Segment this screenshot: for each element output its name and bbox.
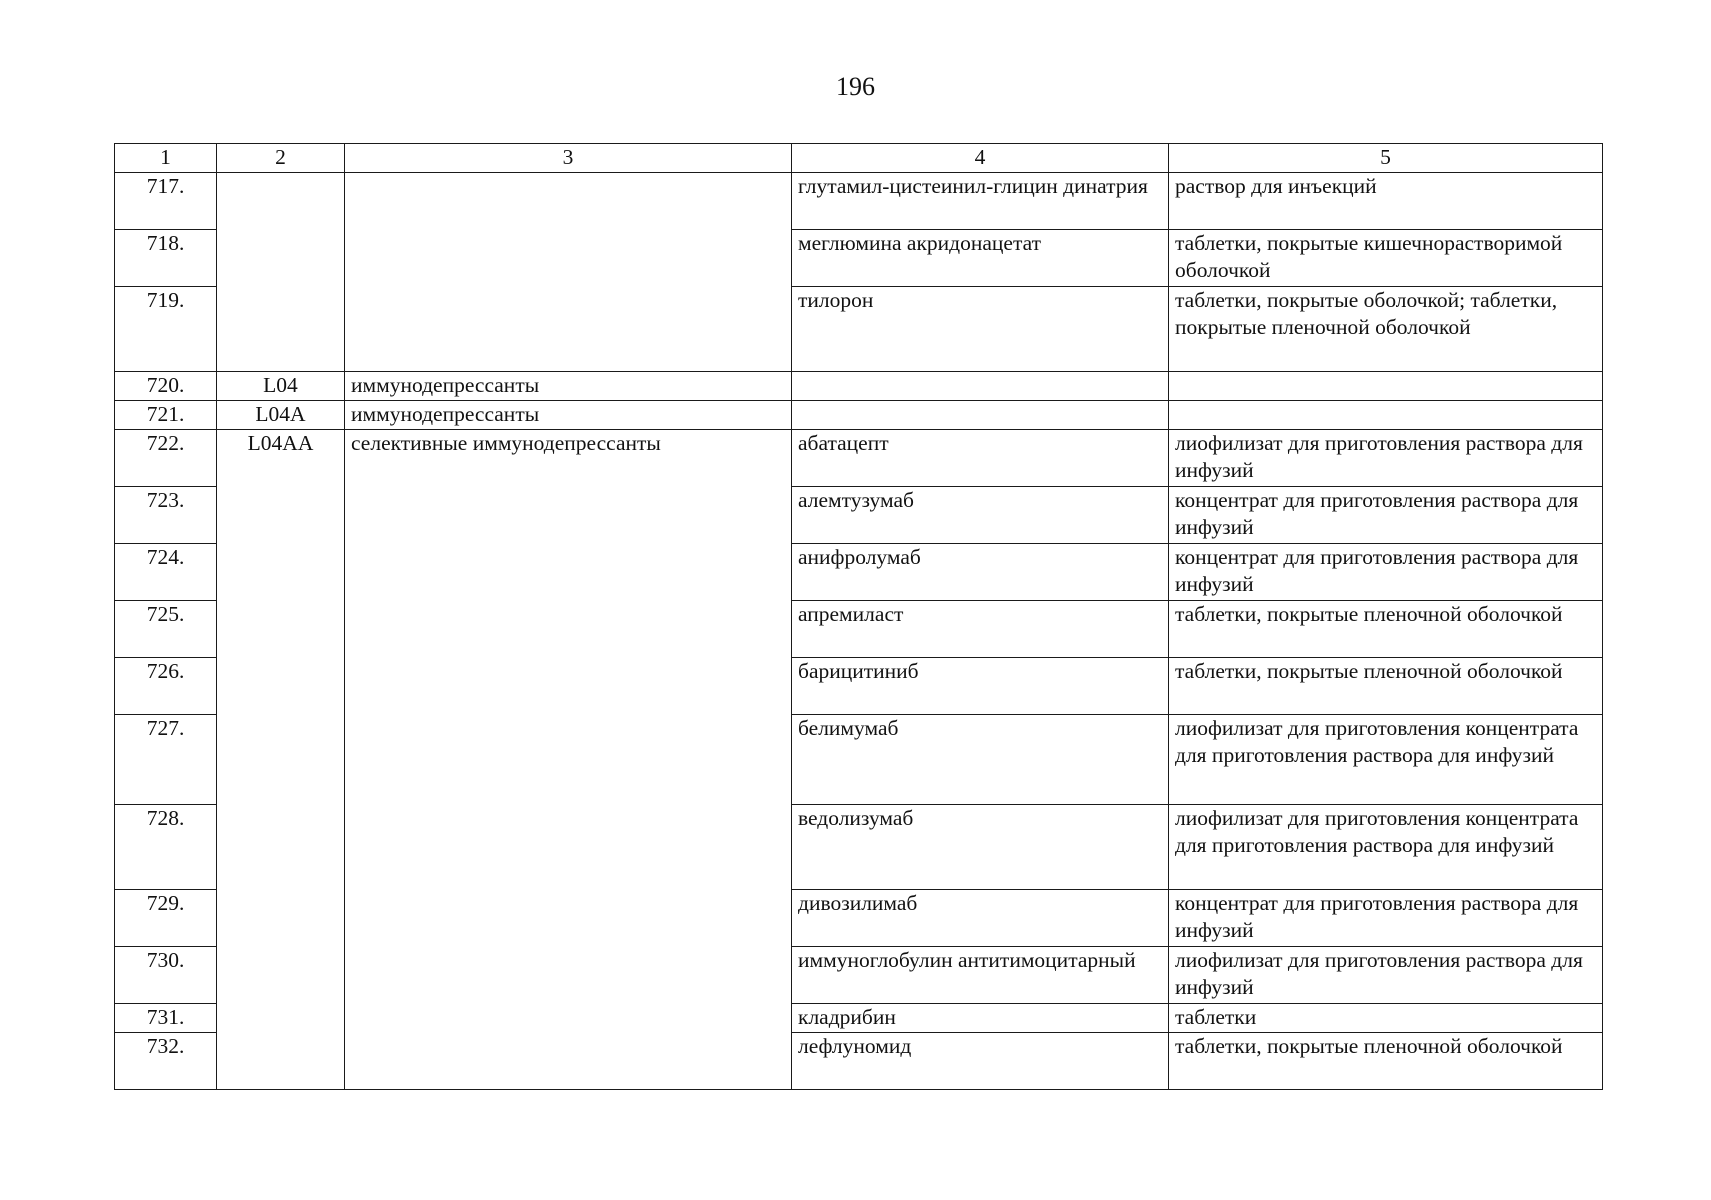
group-cell: иммунодепрессанты [345,371,792,400]
atc-code-cell: L04AA [217,429,345,1089]
column-header: 1 [115,144,217,173]
row-number: 731. [115,1003,217,1032]
dosage-form-cell: раствор для инъекций [1169,172,1603,229]
row-number: 721. [115,400,217,429]
dosage-form-cell [1169,371,1603,400]
drug-name-cell: барицитиниб [792,657,1169,714]
table-row [115,429,1603,486]
drug-name-cell: апремиласт [792,600,1169,657]
column-header: 4 [792,144,1169,173]
dosage-form-cell: лиофилизат для приготовления концентрата для приготовления раствора для инфузий [1169,714,1603,804]
group-cell: иммунодепрессанты [345,400,792,429]
group-cell: селективные иммунодепрессанты [345,429,792,1089]
dosage-form-cell: концентрат для приготовления раствора для инфузий [1169,486,1603,543]
row-number: 723. [115,486,217,543]
dosage-form-cell [1169,400,1603,429]
drug-name-cell: меглюмина акридонацетат [792,229,1169,286]
drug-name-cell: анифролумаб [792,543,1169,600]
row-number: 732. [115,1032,217,1089]
dosage-form-cell: таблетки, покрытые оболочкой; таблетки, покрытые пленочной оболочкой [1169,286,1603,371]
drug-name-cell: лефлуномид [792,1032,1169,1089]
row-number: 718. [115,229,217,286]
dosage-form-cell: таблетки [1169,1003,1603,1032]
row-number: 726. [115,657,217,714]
row-number: 727. [115,714,217,804]
dosage-form-cell: концентрат для приготовления раствора для инфузий [1169,889,1603,946]
column-header: 3 [345,144,792,173]
drug-name-cell: ведолизумаб [792,804,1169,889]
dosage-form-cell: таблетки, покрытые пленочной оболочкой [1169,600,1603,657]
drug-table [114,143,1603,1090]
dosage-form-cell: таблетки, покрытые пленочной оболочкой [1169,657,1603,714]
drug-name-cell [792,400,1169,429]
row-number: 728. [115,804,217,889]
row-number: 725. [115,600,217,657]
header-row [115,144,1603,173]
drug-name-cell: абатацепт [792,429,1169,486]
table-row [115,172,1603,229]
drug-name-cell [792,371,1169,400]
row-number: 730. [115,946,217,1003]
drug-name-cell: глутамил-цистеинил-глицин динатрия [792,172,1169,229]
row-number: 722. [115,429,217,486]
drug-name-cell: кладрибин [792,1003,1169,1032]
atc-code-cell: L04 [217,371,345,400]
dosage-form-cell: лиофилизат для приготовления раствора для инфузий [1169,946,1603,1003]
table-row [115,371,1603,400]
atc-code-cell: L04A [217,400,345,429]
row-number: 717. [115,172,217,229]
drug-name-cell: тилорон [792,286,1169,371]
table-row [115,400,1603,429]
drug-name-cell: дивозилимаб [792,889,1169,946]
dosage-form-cell: концентрат для приготовления раствора для инфузий [1169,543,1603,600]
column-header: 5 [1169,144,1603,173]
row-number: 719. [115,286,217,371]
drug-name-cell: иммуноглобулин антитимоцитарный [792,946,1169,1003]
row-number: 729. [115,889,217,946]
drug-name-cell: белимумаб [792,714,1169,804]
dosage-form-cell: таблетки, покрытые пленочной оболочкой [1169,1032,1603,1089]
drug-name-cell: алемтузумаб [792,486,1169,543]
dosage-form-cell: лиофилизат для приготовления концентрата для приготовления раствора для инфузий [1169,804,1603,889]
dosage-form-cell: лиофилизат для приготовления раствора для инфузий [1169,429,1603,486]
page-number: 196 [836,72,875,101]
row-number: 724. [115,543,217,600]
group-cell [345,172,792,371]
column-header: 2 [217,144,345,173]
atc-code-cell [217,172,345,371]
dosage-form-cell: таблетки, покрытые кишечнорастворимой оболочкой [1169,229,1603,286]
row-number: 720. [115,371,217,400]
